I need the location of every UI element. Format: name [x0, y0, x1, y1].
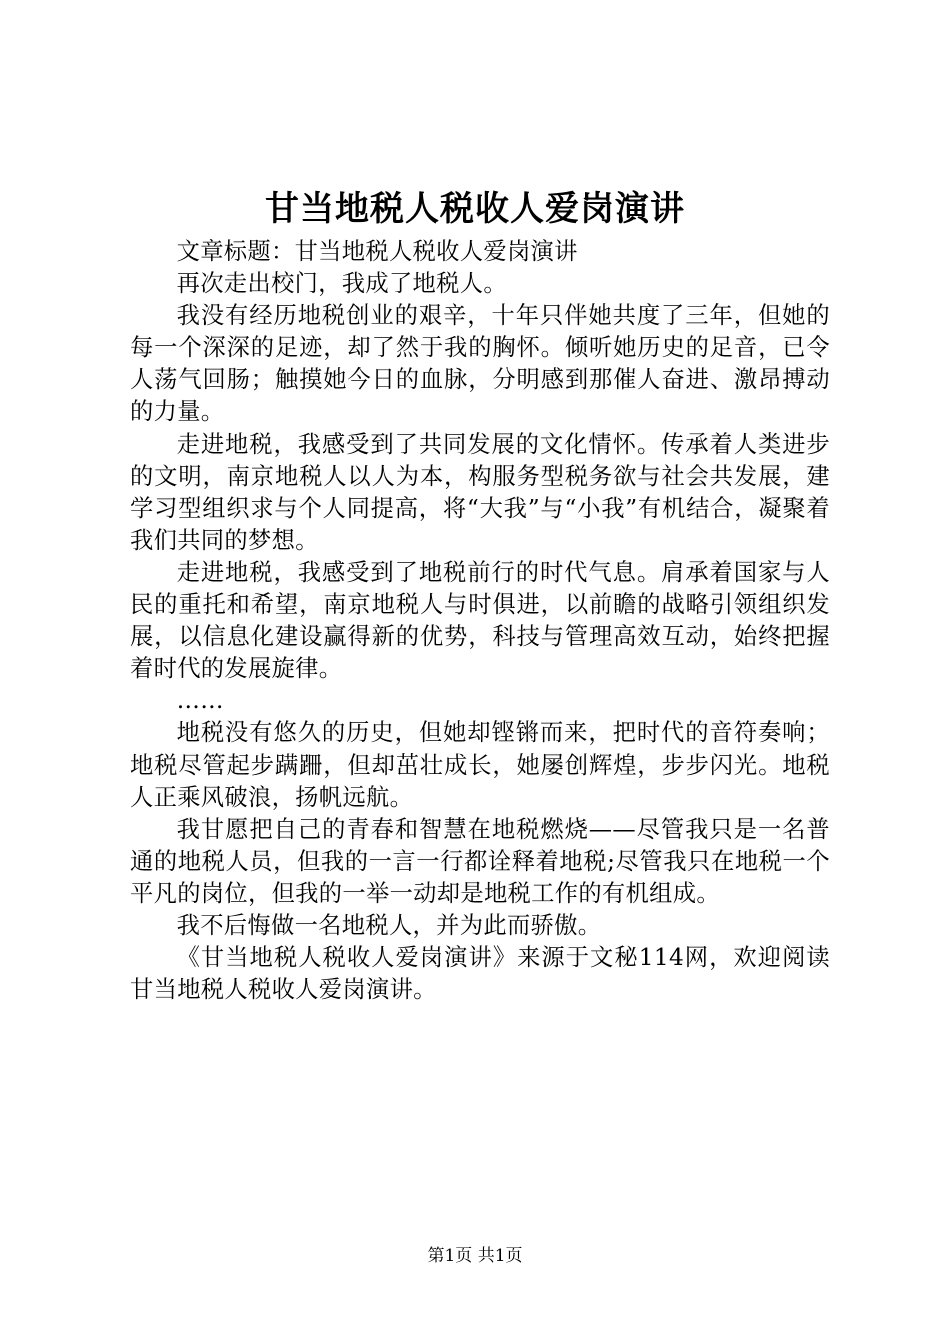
paragraph: 地税没有悠久的历史，但她却铿锵而来，把时代的音符奏响；地税尽管起步蹒跚，但却茁壮成长，她屡创辉煌，步步闪光。地税人正乘风破浪，扬帆远航。: [130, 719, 830, 811]
paragraph: 再次走出校门，我成了地税人。: [176, 270, 507, 298]
paragraph-source-note: 《甘当地税人税收人爱岗演讲》来源于文秘114网，欢迎阅读甘当地税人税收人爱岗演讲。: [130, 944, 830, 1004]
ellipsis-line: ……: [176, 687, 224, 715]
paragraph: 我没有经历地税创业的艰辛，十年只伴她共度了三年，但她的每一个深深的足迹，却了然于我的胸怀。倾听她历史的足音，已令人荡气回肠；触摸她今日的血脉，分明感到那催人奋进、激昂搏动的力量。: [130, 302, 830, 426]
paragraph-article-heading: 文章标题：甘当地税人税收人爱岗演讲: [176, 238, 578, 265]
paragraph: 走进地税，我感受到了共同发展的文化情怀。传承着人类进步的文明，南京地税人以人为本，构服务型税务欲与社会共发展，建学习型组织求与个人同提高，将“大我”与“小我”有机结合，凝聚着我们共同的梦想。: [130, 430, 830, 554]
document-body: [130, 236, 830, 1006]
paragraph: 我不后悔做一名地税人，并为此而骄傲。: [176, 911, 602, 939]
paragraph: 我甘愿把自己的青春和智慧在地税燃烧——尽管我只是一名普通的地税人员，但我的一言一行都诠释着地税;尽管我只在地税一个平凡的岗位，但我的一举一动却是地税工作的有机组成。: [130, 815, 830, 907]
paragraph: 走进地税，我感受到了地税前行的时代气息。肩承着国家与人民的重托和希望，南京地税人与时俱进，以前瞻的战略引领组织发展，以信息化建设赢得新的优势，科技与管理高效互动，始终把握着时代的发展旋律。: [130, 558, 830, 683]
page-number-footer: 第1页 共1页: [427, 1246, 523, 1266]
document-title: 甘当地税人税收人爱岗演讲: [265, 189, 685, 229]
